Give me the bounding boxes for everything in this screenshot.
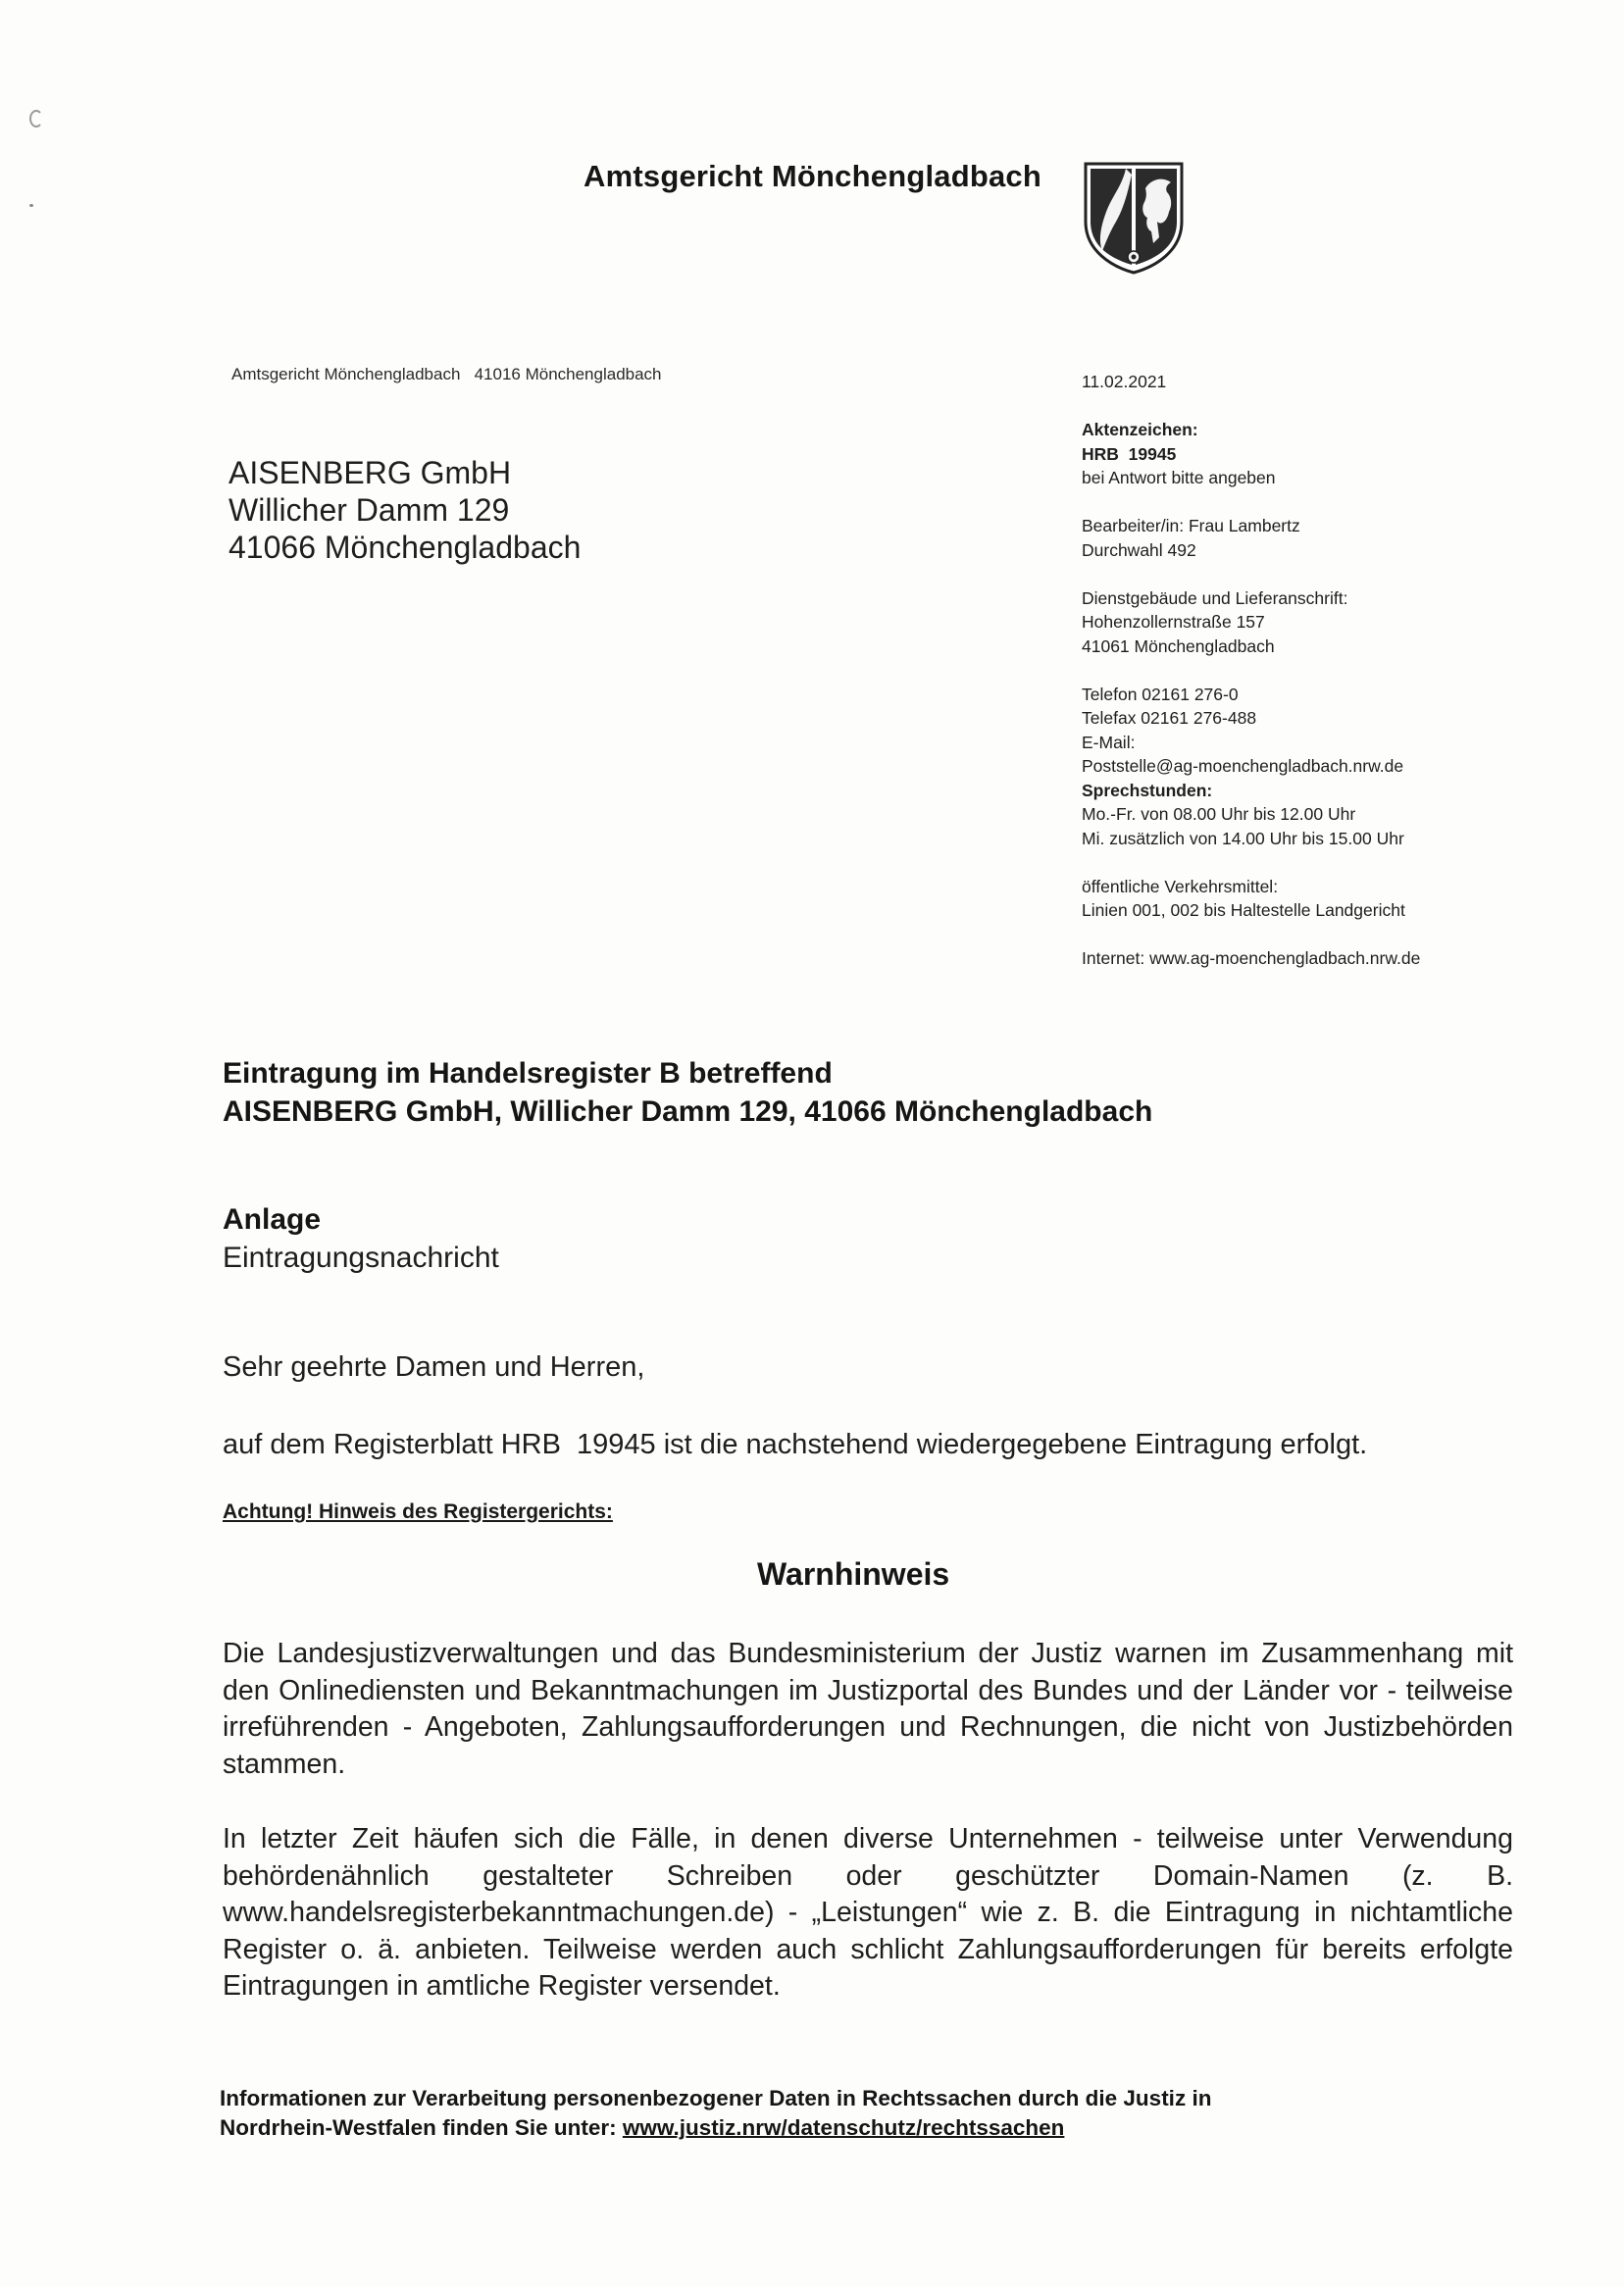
internet-link[interactable]: Internet: www.ag-moenchengladbach.nrw.de xyxy=(1082,948,1421,968)
clerk: Bearbeiter/in: Frau Lambertz xyxy=(1082,516,1300,535)
building-label: Dienstgebäude und Lieferanschrift: xyxy=(1082,587,1348,608)
scan-artifact xyxy=(29,204,33,207)
transit-label: öffentliche Verkehrsmittel: xyxy=(1082,876,1279,896)
fax: Telefax 02161 276-488 xyxy=(1082,708,1257,728)
recipient-address xyxy=(228,454,581,566)
subject-block xyxy=(223,1054,1152,1131)
attachment-value: Eintragungsnachricht xyxy=(223,1242,499,1274)
office-hours-1: Mo.-Fr. von 08.00 Uhr bis 12.00 Uhr xyxy=(1082,804,1356,824)
footer-line-2 xyxy=(220,2113,1211,2143)
nrw-coat-of-arms-icon xyxy=(1083,161,1185,275)
email-label: E-Mail: xyxy=(1082,732,1136,752)
court-info-column xyxy=(1082,370,1420,971)
court-name-heading: Amtsgericht Mönchengladbach xyxy=(584,159,1042,193)
privacy-link[interactable]: www.justiz.nrw/datenschutz/rechtssachen xyxy=(622,2115,1065,2140)
footer-line-2-text: Nordrhein-Westfalen finden Sie unter: xyxy=(220,2115,623,2140)
file-ref-note: bei Antwort bitte angeben xyxy=(1082,468,1276,487)
attachment-label: Anlage xyxy=(223,1203,322,1236)
scan-artifact xyxy=(29,110,43,127)
letter-date: 11.02.2021 xyxy=(1082,372,1167,391)
phone: Telefon 02161 276-0 xyxy=(1082,684,1239,704)
warning-title: Warnhinweis xyxy=(757,1556,950,1592)
salutation: Sehr geehrte Damen und Herren, xyxy=(223,1351,645,1383)
building-street: Hohenzollernstraße 157 xyxy=(1082,612,1265,632)
email-address[interactable]: Poststelle@ag-moenchengladbach.nrw.de xyxy=(1082,756,1404,776)
sender-return-address: Amtsgericht Mönchengladbach 41016 Mönchengladbach xyxy=(231,365,662,383)
file-ref-label: Aktenzeichen: xyxy=(1082,420,1198,439)
recipient-city: 41066 Mönchengladbach xyxy=(228,530,582,565)
notice-heading: Achtung! Hinweis des Registergerichts: xyxy=(223,1500,613,1523)
recipient-street: Willicher Damm 129 xyxy=(228,492,510,528)
warning-paragraph-2: In letzter Zeit häufen sich die Fälle, in denen diverse Unternehmen - teilweise unter Verwendung behördenähnlich gestalteter Schreiben oder geschützter Domain-Namen (z. B. www.handelsregisterbekanntmachungen.de) - „Leistungen“ wie z. B. die Eintragung in nichtamtliche Register o. ä. anbieten. Teilweise werden auch schlicht Zahlungsaufforderungen für bereits erfolgte Eintragungen in amtliche Register versendet. xyxy=(223,1823,1513,2002)
extension: Durchwahl 492 xyxy=(1082,539,1196,560)
office-hours-label: Sprechstunden: xyxy=(1082,780,1213,800)
footer-line-1: Informationen zur Verarbeitung personenbezogener Daten in Rechtssachen durch die Justiz in xyxy=(220,2086,1212,2110)
building-city: 41061 Mönchengladbach xyxy=(1082,635,1275,656)
privacy-footer xyxy=(220,2084,1211,2143)
file-ref: HRB 19945 xyxy=(1082,443,1177,464)
recipient-name: AISENBERG GmbH xyxy=(228,455,512,490)
warning-paragraph-1: Die Landesjustizverwaltungen und das Bundesministerium der Justiz warnen im Zusammenhang mit den Onlinediensten und Bekanntmachungen im Justizportal des Bundes und der Länder vor - teilweise irreführenden - Angeboten, Zahlungsaufforderungen und Rechnungen, die nicht von Justizbehörden stammen. xyxy=(223,1638,1513,1780)
subject-line-1: Eintragung im Handelsregister B betreffend xyxy=(223,1057,833,1090)
intro-sentence: auf dem Registerblatt HRB 19945 ist die nachstehend wiedergegebene Eintragung erfolgt. xyxy=(223,1429,1368,1460)
subject-line-2: AISENBERG GmbH, Willicher Damm 129, 41066 Mönchengladbach xyxy=(223,1095,1153,1128)
transit-info: Linien 001, 002 bis Haltestelle Landgericht xyxy=(1082,900,1405,920)
office-hours-2: Mi. zusätzlich von 14.00 Uhr bis 15.00 Uhr xyxy=(1082,828,1404,848)
